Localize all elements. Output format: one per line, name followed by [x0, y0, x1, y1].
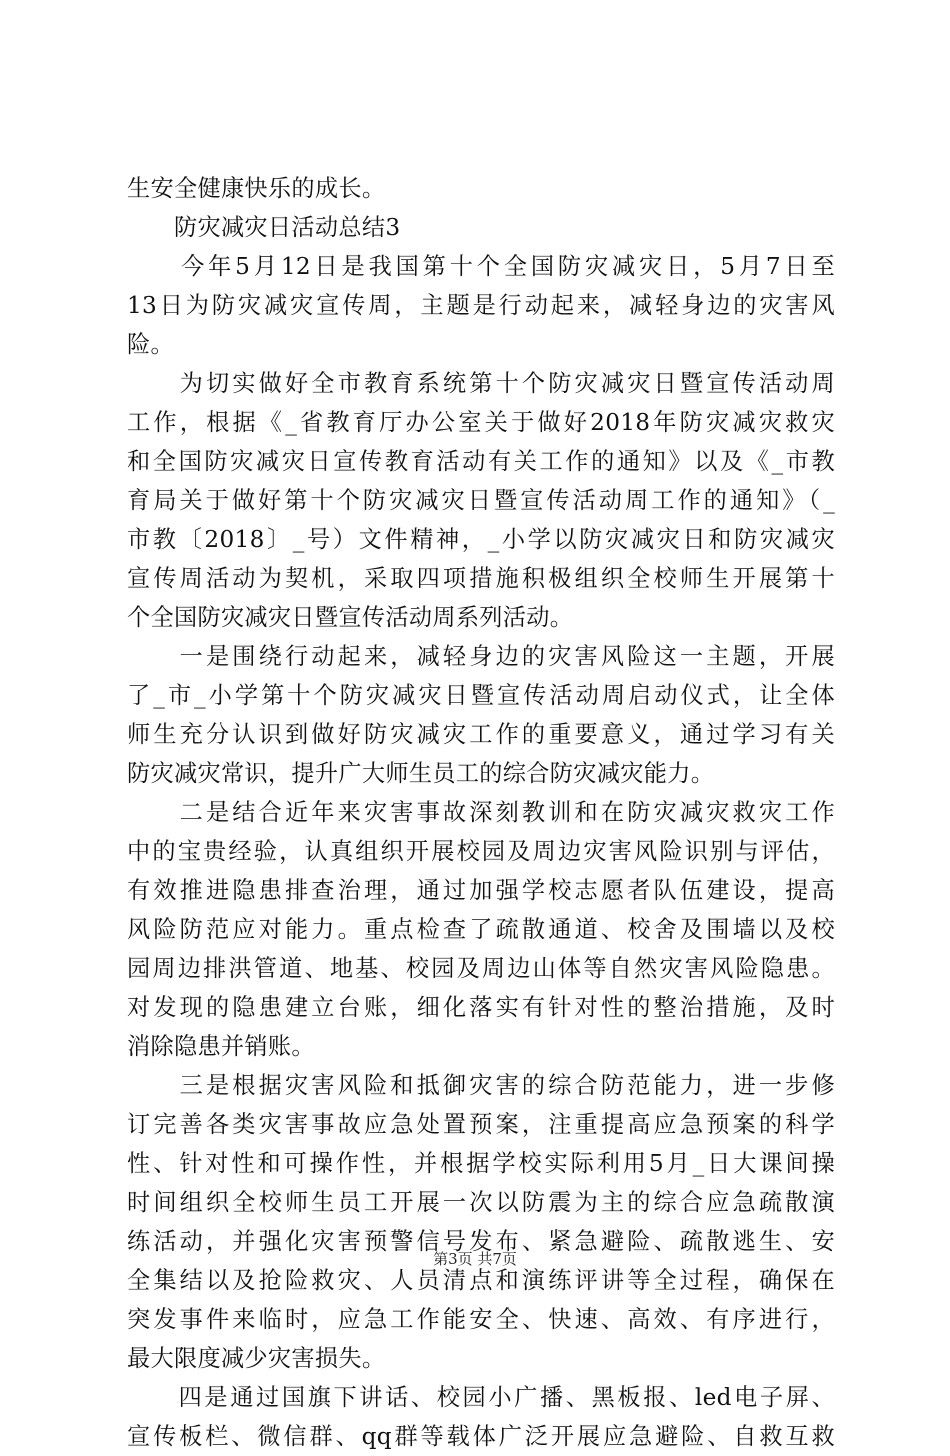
text-line: 最大限度减少灾害损失。: [127, 1345, 386, 1372]
text-line: 和全国防灾减灾日宣传教育活动有关工作的通知》以及《_市教: [127, 448, 835, 475]
text-line: 工作，根据《_省教育厅办公室关于做好2018年防灾减灾救灾: [127, 409, 835, 436]
text-line: 宣传板栏、微信群、qq群等载体广泛开展应急避险、自救互救: [127, 1423, 835, 1450]
text-line: 一是围绕行动起来，减轻身边的灾害风险这一主题，开展: [127, 643, 835, 670]
text-line: 全集结以及抢险救灾、人员清点和演练评讲等全过程，确保在: [127, 1267, 835, 1294]
text-line: 时间组织全校师生员工开展一次以防震为主的综合应急疏散演: [127, 1189, 835, 1216]
text-line: 二是结合近年来灾害事故深刻教训和在防灾减灾救灾工作: [127, 799, 835, 826]
text-line: 练活动，并强化灾害预警信号发布、紧急避险、疏散逃生、安: [127, 1228, 835, 1255]
text-line: 市教〔2018〕_号）文件精神，_小学以防灾减灾日和防灾减灾: [127, 526, 835, 553]
text-line: 13日为防灾减灾宣传周，主题是行动起来，减轻身边的灾害风: [127, 292, 835, 319]
text-line: 性、针对性和可操作性，并根据学校实际利用5月_日大课间操: [127, 1150, 835, 1177]
text-line: 为切实做好全市教育系统第十个防灾减灾日暨宣传活动周: [127, 370, 835, 397]
text-line: 今年5月12日是我国第十个全国防灾减灾日，5月7日至: [127, 253, 835, 280]
text-line: 四是通过国旗下讲话、校园小广播、黑板报、led电子屏、: [127, 1384, 835, 1411]
text-line: 突发事件来临时，应急工作能安全、快速、高效、有序进行，: [127, 1306, 835, 1333]
text-line: 消除隐患并销账。: [127, 1033, 315, 1060]
text-line: 个全国防灾减灾日暨宣传活动周系列活动。: [127, 604, 574, 631]
text-line: 防灾减灾日活动总结3: [127, 214, 401, 241]
text-line: 生安全健康快乐的成长。: [127, 175, 386, 202]
text-line: 了_市_小学第十个防灾减灾日暨宣传活动周启动仪式，让全体: [127, 682, 835, 709]
text-line: 对发现的隐患建立台账，细化落实有针对性的整治措施，及时: [127, 994, 835, 1021]
text-line: 育局关于做好第十个防灾减灾日暨宣传活动周工作的通知》（_: [127, 487, 835, 514]
text-line: 园周边排洪管道、地基、校园及周边山体等自然灾害风险隐患。: [127, 955, 835, 982]
text-line: 宣传周活动为契机，采取四项措施积极组织全校师生开展第十: [127, 565, 835, 592]
text-line: 有效推进隐患排查治理，通过加强学校志愿者队伍建设，提高: [127, 877, 835, 904]
text-line: 订完善各类灾害事故应急处置预案，注重提高应急预案的科学: [127, 1111, 835, 1138]
text-line: 风险防范应对能力。重点检查了疏散通道、校舍及围墙以及校: [127, 916, 835, 943]
text-line: 师生充分认识到做好防灾减灾工作的重要意义，通过学习有关: [127, 721, 835, 748]
text-line: 三是根据灾害风险和抵御灾害的综合防范能力，进一步修: [127, 1072, 835, 1099]
page-footer: 第3页 共7页: [433, 1250, 517, 1268]
text-line: 中的宝贵经验，认真组织开展校园及周边灾害风险识别与评估，: [127, 838, 835, 865]
text-line: 险。: [127, 331, 174, 358]
text-line: 防灾减灾常识，提升广大师生员工的综合防灾减灾能力。: [127, 760, 715, 787]
